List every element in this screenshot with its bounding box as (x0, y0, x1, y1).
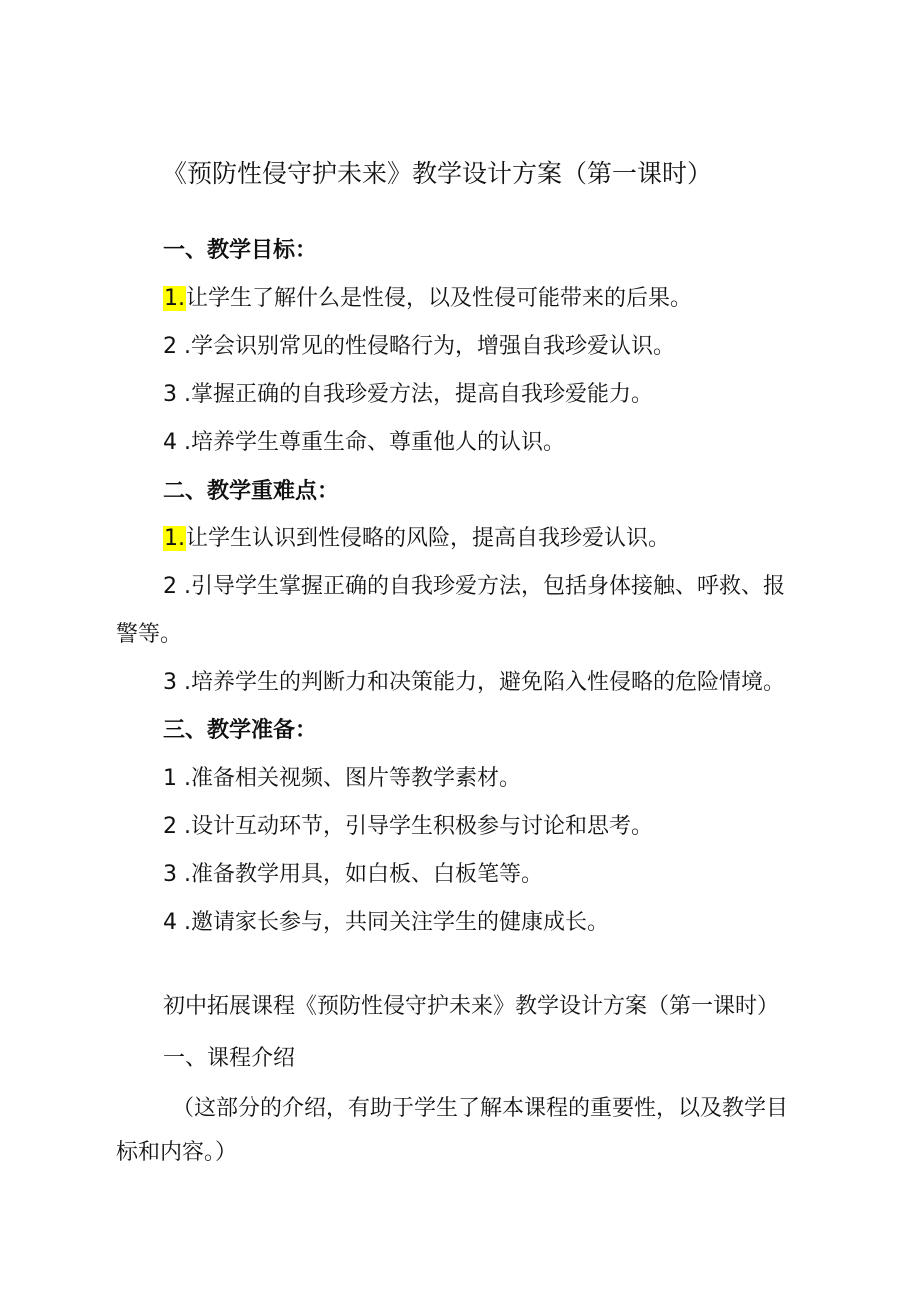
list-item: 3 .培养学生的判断力和决策能力，避免陷入性侵略的危险情境。 (163, 670, 785, 695)
list-item: 2 .引导学生掌握正确的自我珍爱方法，包括身体接触、呼救、报 (163, 574, 785, 599)
section-heading-key-points: 二、教学重难点： (163, 479, 340, 504)
section-heading-objectives: 一、教学目标： (163, 238, 318, 263)
highlighted-number: 1. (164, 286, 185, 311)
second-title: 初中拓展课程《预防性侵守护未来》教学设计方案（第一课时） (163, 994, 780, 1019)
list-item-continuation: 警等。 (116, 622, 183, 647)
section-heading-preparation: 三、教学准备： (163, 718, 318, 743)
list-item: 2 .学会识别常见的性侵略行为，增强自我珍爱认识。 (163, 334, 675, 359)
document-title: 《预防性侵守护未来》教学设计方案（第一课时） (162, 159, 713, 188)
list-item: 1 .准备相关视频、图片等教学素材。 (163, 766, 521, 791)
list-item: 1.让学生认识到性侵略的风险，提高自我珍爱认识。 (164, 526, 671, 551)
intro-paragraph-line1: （这部分的介绍，有助于学生了解本课程的重要性，以及教学目 (172, 1096, 789, 1121)
list-item: 3 .掌握正确的自我珍爱方法，提高自我珍爱能力。 (163, 382, 653, 407)
list-item: 4 .邀请家长参与，共同关注学生的健康成长。 (163, 910, 609, 935)
list-item: 3 .准备教学用具，如白板、白板笔等。 (163, 862, 543, 887)
intro-paragraph-line2: 标和内容。） (116, 1140, 238, 1165)
list-item: 1.让学生了解什么是性侵，以及性侵可能带来的后果。 (164, 286, 693, 311)
highlighted-number: 1. (164, 526, 185, 551)
list-item: 4 .培养学生尊重生命、尊重他人的认识。 (163, 430, 565, 455)
list-item: 2 .设计互动环节，引导学生积极参与讨论和思考。 (163, 814, 653, 839)
second-heading: 一、课程介绍 (163, 1046, 296, 1071)
